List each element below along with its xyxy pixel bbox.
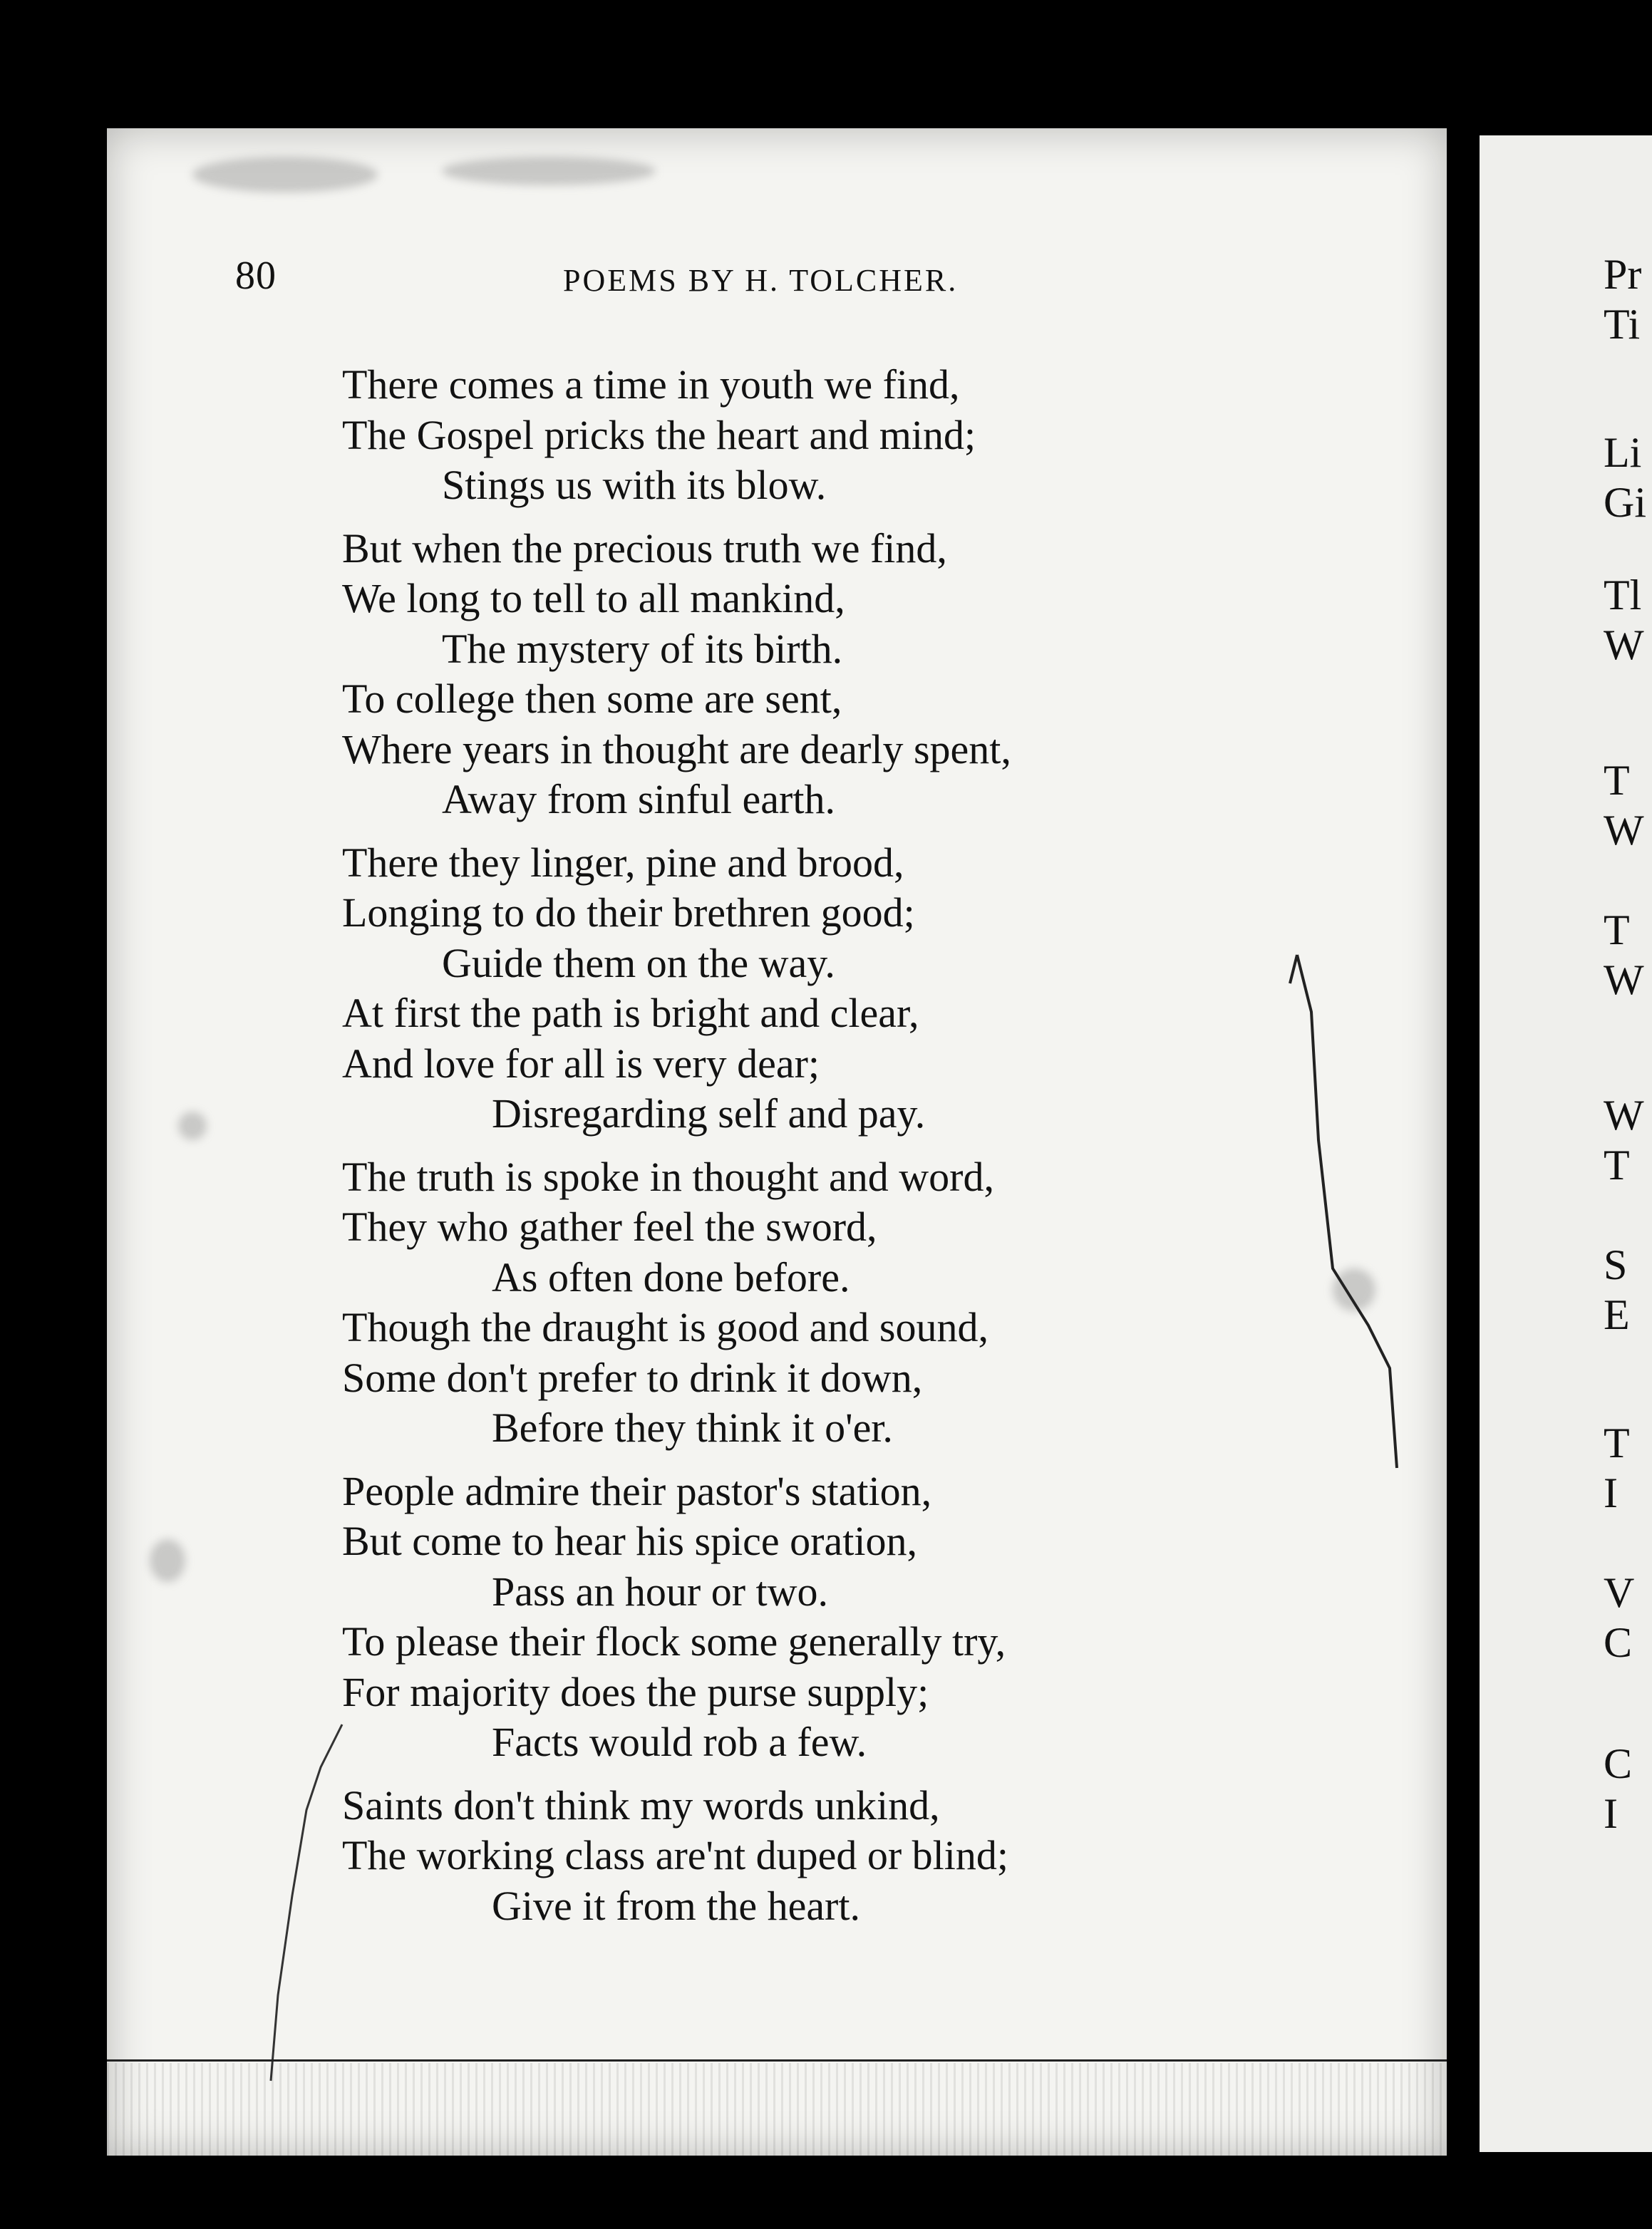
next-page-fragment: I: [1604, 1790, 1618, 1837]
poem-line: Pass an hour or two.: [492, 1568, 829, 1615]
page-number: 80: [235, 254, 277, 298]
next-page-fragment: E: [1604, 1291, 1630, 1338]
next-page-fragment: Pr: [1604, 251, 1642, 298]
poem-line: But come to hear his spice oration,: [342, 1518, 917, 1564]
page-stain: [150, 1539, 185, 1582]
next-page-fragment: V: [1604, 1569, 1635, 1616]
poem-line: To college then some are sent,: [342, 676, 842, 722]
next-page-fragment: C: [1604, 1619, 1633, 1666]
next-page-fragment: W: [1604, 1092, 1644, 1139]
poem-line: But when the precious truth we find,: [342, 524, 947, 572]
poem-line: The truth is spoke in thought and word,: [342, 1153, 995, 1200]
poem-line: Saints don't think my words unkind,: [342, 1781, 940, 1829]
next-page-fragment: W: [1604, 807, 1644, 854]
poem-line: And love for all is very dear;: [342, 1040, 820, 1087]
poem-line: Stings us with its blow.: [442, 462, 827, 508]
page-bottom-noise: [107, 2063, 1447, 2156]
poem-line: To please their flock some generally try,: [342, 1618, 1006, 1665]
poem-line: For majority does the purse supply;: [342, 1668, 929, 1715]
next-page-fragment: T: [1604, 757, 1630, 804]
poem-line: Some don't prefer to drink it down,: [342, 1354, 923, 1401]
poem-line: There comes a time in youth we find,: [342, 361, 960, 408]
next-page-fragment: T: [1604, 1419, 1630, 1467]
poem-line: Though the draught is good and sound,: [342, 1304, 988, 1350]
next-page-edge: [1480, 135, 1652, 2152]
poem-line: The mystery of its birth.: [442, 625, 843, 672]
next-page-fragment: Tl: [1604, 572, 1642, 619]
poem-line: Facts would rob a few.: [492, 1719, 867, 1765]
poem-body: [342, 360, 1425, 1944]
next-page-fragment: T: [1604, 906, 1630, 953]
next-page-fragment: S: [1604, 1241, 1628, 1288]
poem-line: Where years in thought are dearly spent,: [342, 725, 1011, 772]
poem-stanza: [342, 1467, 1425, 1768]
poem-stanza: [342, 838, 1425, 1139]
next-page-fragment: W: [1604, 956, 1644, 1003]
next-page-fragment: Ti: [1604, 301, 1641, 348]
poem-line: Disregarding self and pay.: [492, 1090, 926, 1137]
margin-pencil-mark: [1269, 926, 1411, 1482]
running-head: POEMS BY H. TOLCHER.: [563, 263, 959, 298]
poem-line: Longing to do their brethren good;: [342, 889, 915, 936]
poem-stanza: [342, 524, 1425, 825]
poem-line: At first the path is bright and clear,: [342, 990, 919, 1036]
next-page-fragment: Gi: [1604, 479, 1646, 526]
poem-line: We long to tell to all mankind,: [342, 575, 845, 621]
poem-line: As often done before.: [492, 1253, 850, 1300]
page-stain: [178, 1112, 207, 1140]
next-page-fragment: I: [1604, 1469, 1618, 1516]
margin-scratch-mark: [257, 1710, 356, 2095]
poem-line: The working class are'nt duped or blind;: [342, 1832, 1008, 1878]
poem-line: The Gospel pricks the heart and mind;: [342, 411, 976, 458]
next-page-fragment: T: [1604, 1142, 1630, 1189]
page-stain: [192, 157, 378, 192]
next-page-fragment: C: [1604, 1740, 1633, 1787]
poem-line: They who gather feel the sword,: [342, 1204, 877, 1250]
binding-gutter: [1447, 143, 1480, 2145]
next-page-fragment: W: [1604, 621, 1644, 668]
page-bottom-rule: [107, 2059, 1447, 2062]
page-stain: [442, 157, 656, 185]
poem-line: Away from sinful earth.: [442, 776, 835, 822]
poem-stanza: [342, 1152, 1425, 1454]
poem-line: There they linger, pine and brood,: [342, 839, 904, 886]
poem-stanza: [342, 360, 1425, 511]
poem-stanza: [342, 1781, 1425, 1932]
next-page-fragment: Li: [1604, 429, 1642, 476]
poem-line: Guide them on the way.: [442, 939, 835, 986]
poem-line: Before they think it o'er.: [492, 1405, 893, 1451]
poem-line: People admire their pastor's station,: [342, 1467, 932, 1514]
poem-line: Give it from the heart.: [492, 1882, 860, 1929]
